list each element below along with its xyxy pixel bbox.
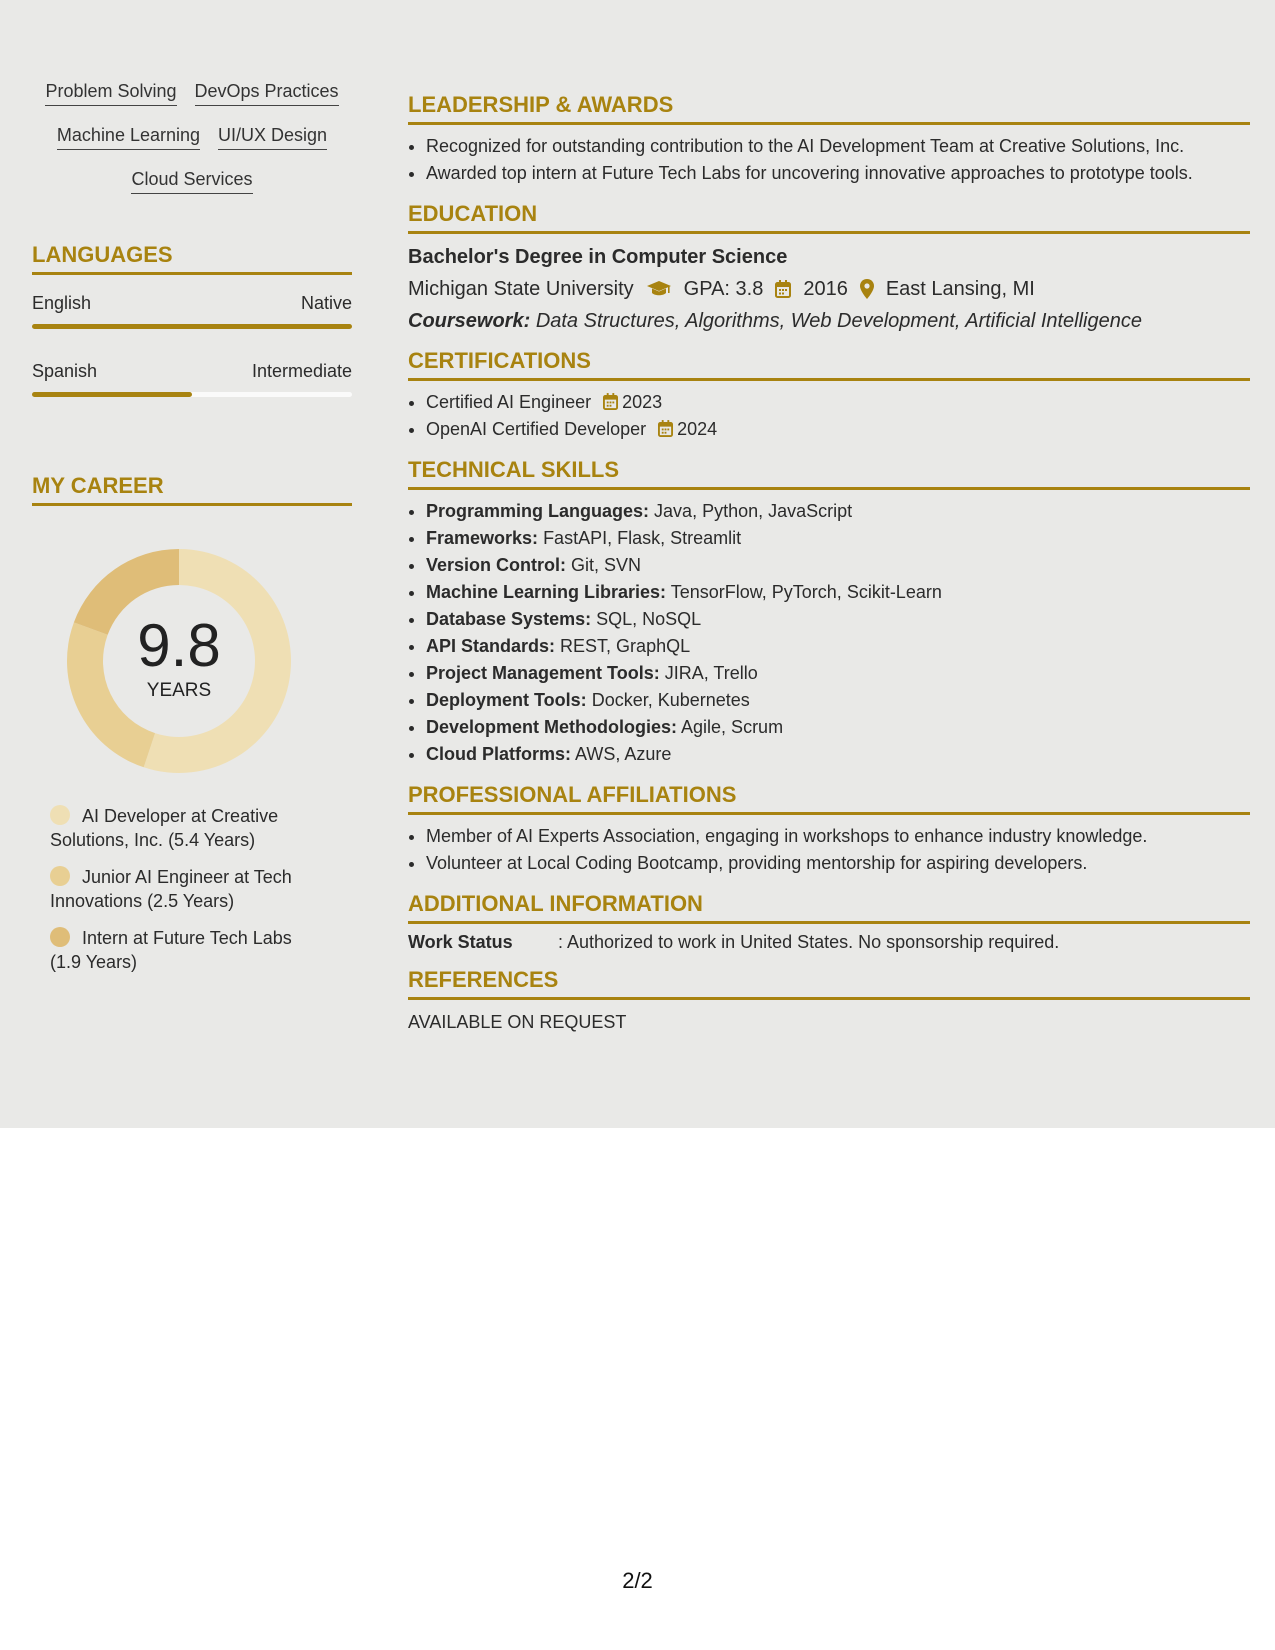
skill-value: Java, Python, JavaScript: [654, 501, 853, 521]
skill-label: Development Methodologies:: [426, 717, 678, 737]
skill-label: Machine Learning Libraries:: [426, 582, 667, 602]
certification-year: 2024: [677, 419, 718, 439]
school-name: Michigan State University: [408, 278, 634, 300]
legend-label: Intern at Future Tech Labs (1.9 Years): [50, 928, 292, 972]
references-text: AVAILABLE ON REQUEST: [408, 1012, 627, 1032]
list-item: • Volunteer at Local Coding Bootcamp, providing mentorship for aspiring developers.: [426, 850, 1250, 877]
technical-skills-heading: TECHNICAL SKILLS: [408, 457, 1250, 490]
affiliations-list: [408, 823, 1250, 877]
gpa: GPA: 3.8: [683, 278, 764, 300]
skill-item: [426, 525, 1250, 552]
skill-label: Version Control:: [426, 555, 567, 575]
page-number: 2/2: [622, 1568, 653, 1593]
career-donut-chart: [64, 546, 294, 776]
skill-item: [426, 606, 1250, 633]
leadership-section: [408, 92, 1250, 187]
language-row: [32, 293, 352, 314]
language-level: Intermediate: [251, 361, 352, 381]
list-item: • Recognized for outstanding contribution to the AI Development Team at Creative Solutions, Inc.: [426, 133, 1250, 160]
language-name: Spanish: [32, 361, 98, 381]
language-row: [32, 361, 352, 382]
skill-item: [426, 687, 1250, 714]
skill-item: [426, 741, 1250, 768]
skill-value: JIRA, Trello: [664, 663, 758, 683]
left-column: [32, 80, 352, 987]
skill-value: FastAPI, Flask, Streamlit: [543, 528, 742, 548]
legend-item: [50, 865, 320, 913]
references-section: [408, 967, 1250, 1033]
legend-item: [50, 926, 320, 974]
career-section: [32, 473, 352, 974]
skill-value: Git, SVN: [571, 555, 642, 575]
calendar-icon: [775, 280, 791, 298]
legend-label: Junior AI Engineer at Tech Innovations (2.5 Years): [50, 867, 292, 911]
work-status-label: Work Status: [408, 932, 513, 952]
skill-item: [426, 714, 1250, 741]
career-legend: [50, 804, 352, 974]
work-status-value: : Authorized to work in United States. No sponsorship required.: [558, 932, 1060, 952]
skill-tags: [32, 80, 352, 194]
skill-value: SQL, NoSQL: [596, 609, 702, 629]
certification-name: OpenAI Certified Developer: [426, 419, 647, 439]
language-bar-fill: [32, 324, 352, 329]
skill-item: [426, 633, 1250, 660]
certification-item: [426, 416, 1250, 443]
coursework-label: Coursework:: [408, 310, 531, 332]
skill-value: AWS, Azure: [575, 744, 672, 764]
certifications-section: [408, 348, 1250, 443]
education-details: [408, 276, 1250, 302]
language-level: Native: [300, 293, 352, 313]
career-heading: MY CAREER: [32, 473, 352, 506]
languages-heading: LANGUAGES: [32, 242, 352, 275]
education-section: [408, 201, 1250, 334]
technical-skills-section: [408, 457, 1250, 768]
skill-label: Cloud Platforms:: [426, 744, 572, 764]
skill-item: [426, 552, 1250, 579]
skill-label: Programming Languages:: [426, 501, 650, 521]
language-bar-fill: [32, 392, 192, 397]
additional-info-section: [408, 891, 1250, 953]
skill-tag: Problem Solving: [45, 80, 176, 106]
skill-label: Frameworks:: [426, 528, 539, 548]
legend-label: AI Developer at Creative Solutions, Inc. (5.4 Years): [50, 806, 279, 850]
leadership-list: [408, 133, 1250, 187]
skill-label: Project Management Tools:: [426, 663, 660, 683]
career-total: 9.8: [137, 612, 221, 679]
education-heading: EDUCATION: [408, 201, 1250, 234]
legend-dot: [50, 805, 70, 825]
certification-item: [426, 389, 1250, 416]
skill-value: REST, GraphQL: [560, 636, 691, 656]
skill-item: [426, 579, 1250, 606]
legend-dot: [50, 927, 70, 947]
location: East Lansing, MI: [885, 278, 1035, 300]
skill-label: API Standards:: [426, 636, 556, 656]
references-heading: REFERENCES: [408, 967, 1250, 1000]
skill-tag: Machine Learning: [57, 124, 200, 150]
graduation-year: 2016: [803, 278, 848, 300]
list-item: • Awarded top intern at Future Tech Labs for uncovering innovative approaches to prototype tools.: [426, 160, 1250, 187]
work-status-row: [408, 932, 1250, 953]
certification-year: 2023: [622, 392, 663, 412]
certifications-heading: CERTIFICATIONS: [408, 348, 1250, 381]
legend-dot: [50, 866, 70, 886]
calendar-icon: [658, 420, 673, 437]
location-pin-icon: [860, 279, 874, 299]
language-bar: [32, 324, 352, 329]
language-bar: [32, 392, 352, 397]
calendar-icon: [603, 393, 618, 410]
affiliations-heading: PROFESSIONAL AFFILIATIONS: [408, 782, 1250, 815]
certifications-list: [408, 389, 1250, 443]
affiliations-section: [408, 782, 1250, 877]
technical-skills-list: [408, 498, 1250, 768]
language-name: English: [32, 293, 92, 313]
degree-title: Bachelor's Degree in Computer Science: [408, 246, 788, 268]
skill-item: [426, 660, 1250, 687]
skill-label: Database Systems:: [426, 609, 592, 629]
career-unit: YEARS: [146, 680, 212, 701]
skill-value: Docker, Kubernetes: [591, 690, 750, 710]
skill-tag: DevOps Practices: [195, 80, 339, 106]
skill-value: Agile, Scrum: [681, 717, 784, 737]
additional-info-heading: ADDITIONAL INFORMATION: [408, 891, 1250, 924]
skill-tag: Cloud Services: [131, 168, 252, 194]
right-column: [408, 92, 1250, 1047]
skill-item: [426, 498, 1250, 525]
graduation-cap-icon: [646, 280, 672, 298]
languages-section: [32, 242, 352, 397]
legend-item: [50, 804, 320, 852]
skill-tag: UI/UX Design: [218, 124, 327, 150]
coursework-text: Data Structures, Algorithms, Web Development, Artificial Intelligence: [535, 310, 1142, 332]
leadership-heading: LEADERSHIP & AWARDS: [408, 92, 1250, 125]
skill-value: TensorFlow, PyTorch, Scikit-Learn: [670, 582, 942, 602]
certification-name: Certified AI Engineer: [426, 392, 592, 412]
list-item: • Member of AI Experts Association, engaging in workshops to enhance industry knowledge.: [426, 823, 1250, 850]
skill-label: Deployment Tools:: [426, 690, 587, 710]
coursework: [408, 308, 1250, 334]
